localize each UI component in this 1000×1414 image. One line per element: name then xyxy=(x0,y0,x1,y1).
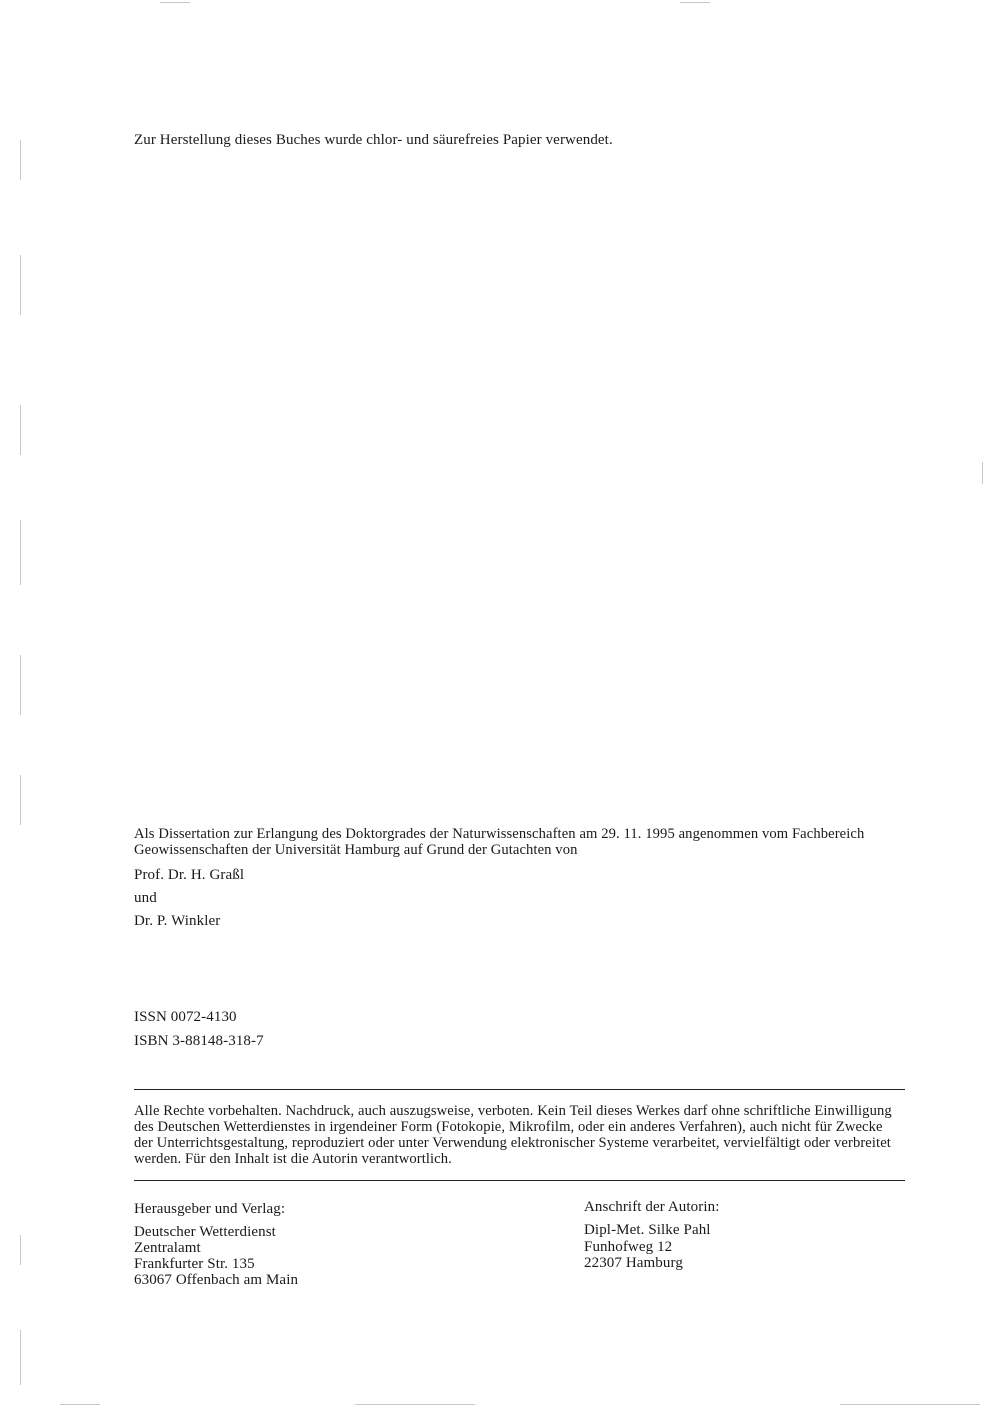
paper-note: Zur Herstellung dieses Buches wurde chlor- und säurefreies Papier verwendet. xyxy=(134,132,613,148)
divider-bottom xyxy=(134,1180,905,1181)
rights-line-1: Alle Rechte vorbehalten. Nachdruck, auch auszugsweise, verboten. Kein Teil dieses Werkes darf ohne schriftliche Einwilligung xyxy=(134,1103,892,1119)
scan-artifact-left-7 xyxy=(20,1235,21,1265)
scan-artifact-left-6 xyxy=(20,775,21,825)
scan-artifact-bottom-2 xyxy=(355,1404,475,1405)
publisher-line-4: 63067 Offenbach am Main xyxy=(134,1272,299,1288)
publisher-line-2: Zentralamt xyxy=(134,1240,201,1256)
reviewer-2: Dr. P. Winkler xyxy=(134,913,221,929)
publisher-line-1: Deutscher Wetterdienst xyxy=(134,1224,276,1240)
isbn: ISBN 3-88148-318-7 xyxy=(134,1033,264,1049)
reviewer-1: Prof. Dr. H. Graßl xyxy=(134,867,245,883)
author-address-line-1: Dipl-Met. Silke Pahl xyxy=(584,1222,711,1238)
rights-line-3: der Unterrichtsgestaltung, reproduziert oder unter Verwendung elektronischer Systeme verarbeitet, vervielfältigt oder verbreitet xyxy=(134,1135,891,1151)
dissertation-line-2: Geowissenschaften der Universität Hamburg auf Grund der Gutachten von xyxy=(134,842,578,858)
author-address-heading: Anschrift der Autorin: xyxy=(584,1199,720,1215)
rights-line-4: werden. Für den Inhalt ist die Autorin verantwortlich. xyxy=(134,1151,452,1167)
scan-artifact-left-4 xyxy=(20,520,21,585)
scan-artifact-left-8 xyxy=(20,1330,21,1385)
author-address-line-3: 22307 Hamburg xyxy=(584,1255,683,1271)
rights-line-2: des Deutschen Wetterdienstes in irgendeiner Form (Fotokopie, Mikrofilm, oder ein anderes Verfahren), auch nicht für Zwecke xyxy=(134,1119,883,1135)
issn: ISSN 0072-4130 xyxy=(134,1009,237,1025)
scan-artifact-bottom-3 xyxy=(840,1404,980,1405)
scan-artifact-left-3 xyxy=(20,405,21,455)
author-address-line-2: Funhofweg 12 xyxy=(584,1239,673,1255)
divider-top xyxy=(134,1089,905,1090)
scan-artifact-right-1 xyxy=(982,462,983,484)
scan-artifact-top-1 xyxy=(160,2,190,3)
scan-artifact-left-1 xyxy=(20,140,21,180)
scan-artifact-bottom-1 xyxy=(60,1404,100,1405)
publisher-line-3: Frankfurter Str. 135 xyxy=(134,1256,255,1272)
dissertation-line-1: Als Dissertation zur Erlangung des Doktorgrades der Naturwissenschaften am 29. 11. 1995 angenommen vom Fachbereich xyxy=(134,826,865,842)
scan-artifact-top-2 xyxy=(680,2,710,3)
scan-artifact-left-5 xyxy=(20,655,21,715)
publisher-heading: Herausgeber und Verlag: xyxy=(134,1201,286,1217)
conjunction-and: und xyxy=(134,890,157,906)
scan-artifact-left-2 xyxy=(20,255,21,315)
